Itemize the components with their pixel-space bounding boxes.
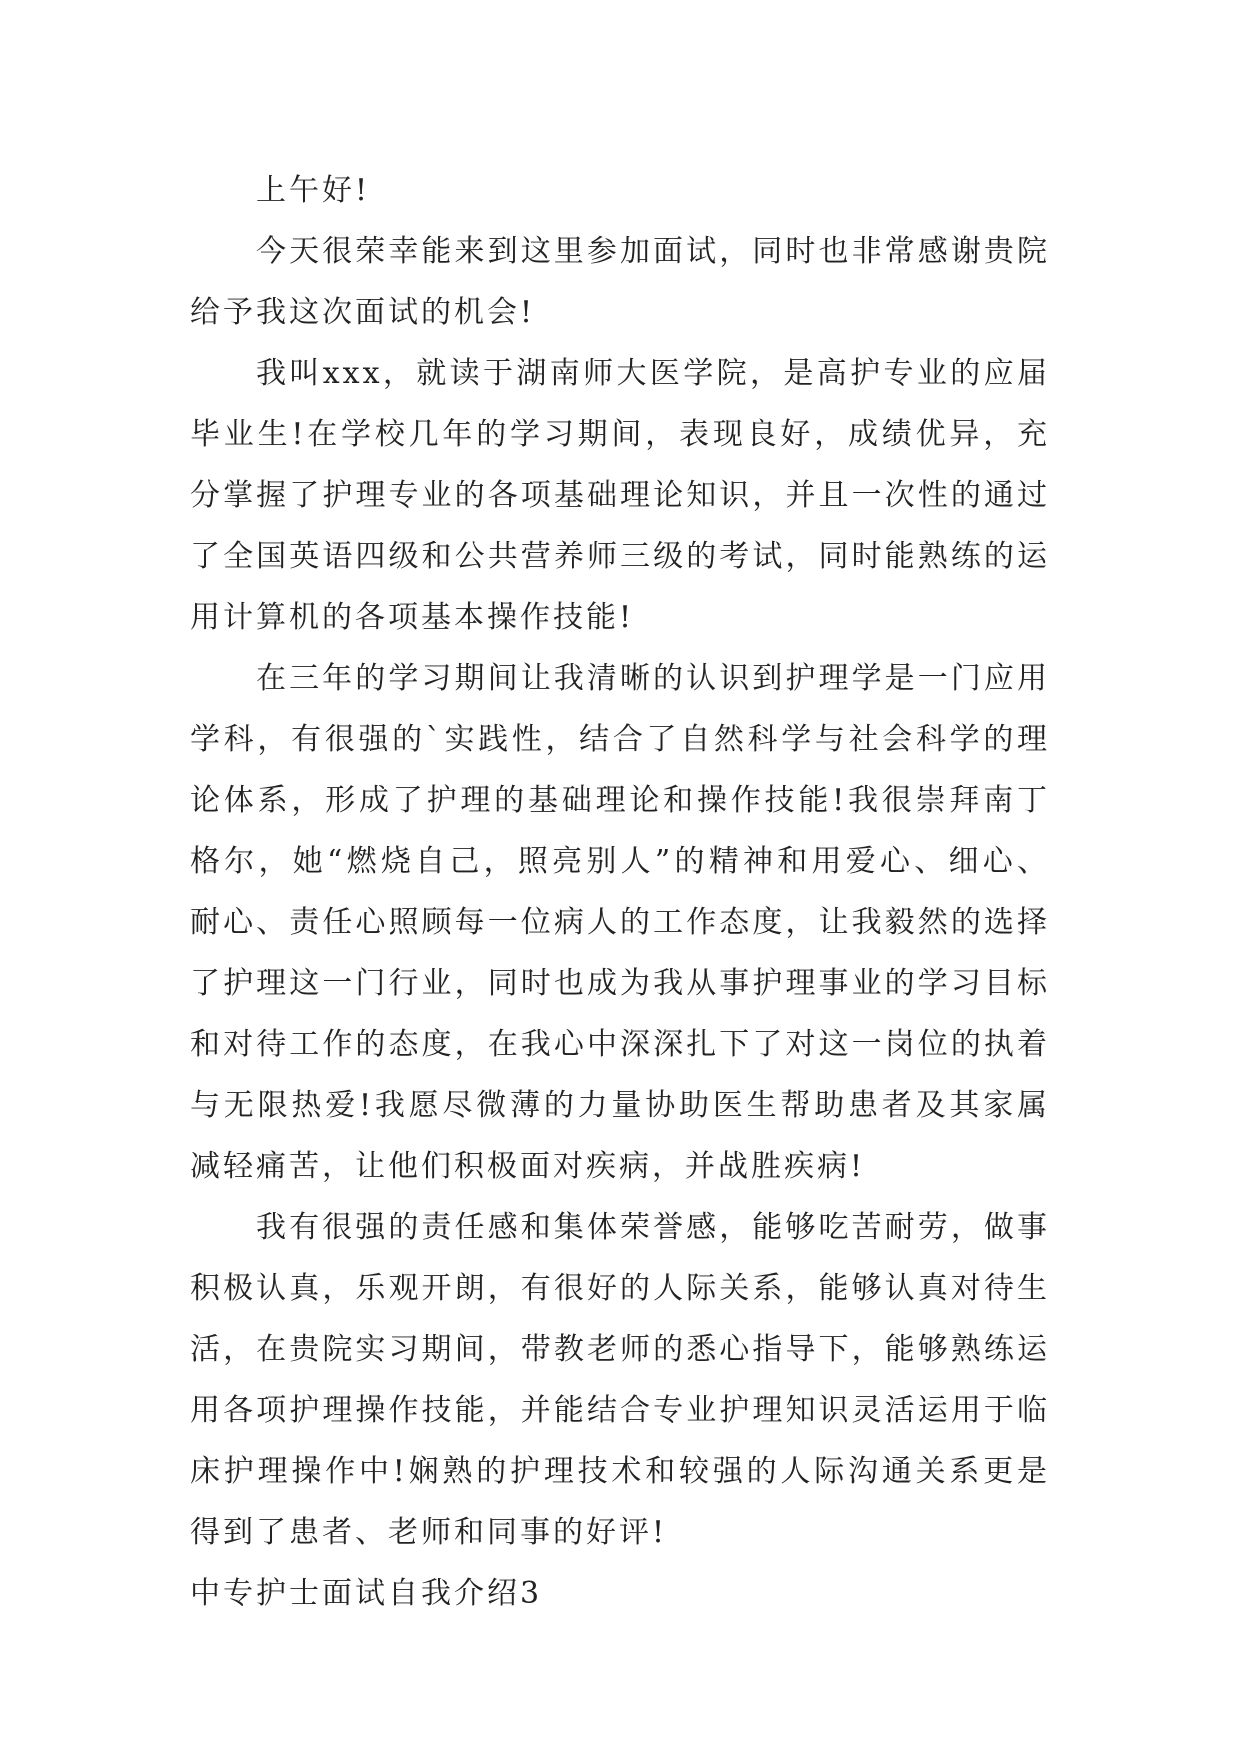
section-heading: 中专护士面试自我介绍3	[190, 1576, 543, 1611]
paragraph-personal-qualities: 我有很强的责任感和集体荣誉感，能够吃苦耐劳，做事积极认真，乐观开朗，有很好的人际关系，能够认真对待生活，在贵院实习期间，带教老师的悉心指导下，能够熟练运用各项护理操作技能，并能结合专业护理知识灵活运用于临床护理操作中!娴熟的护理技术和较强的人际沟通关系更是得到了患者、老师和同事的好评!	[190, 1210, 1050, 1550]
paragraph-education: 我叫xxx，就读于湖南师大医学院，是高护专业的应届毕业生!在学校几年的学习期间，表现良好，成绩优异，充分掌握了护理专业的各项基础理论知识，并且一次性的通过了全国英语四级和公共营养师三级的考试，同时能熟练的运用计算机的各项基本操作技能!	[190, 356, 1050, 635]
paragraph-greeting: 上午好!	[256, 173, 371, 208]
paragraph-thanks: 今天很荣幸能来到这里参加面试，同时也非常感谢贵院给予我这次面试的机会!	[190, 234, 1050, 330]
document-body	[190, 160, 1050, 1624]
paragraph-nursing-view: 在三年的学习期间让我清晰的认识到护理学是一门应用学科，有很强的`实践性，结合了自然科学与社会科学的理论体系，形成了护理的基础理论和操作技能!我很崇拜南丁格尔，她“燃烧自己，照亮别人”的精神和用爱心、细心、耐心、责任心照顾每一位病人的工作态度，让我毅然的选择了护理这一门行业，同时也成为我从事护理事业的学习目标和对待工作的态度，在我心中深深扎下了对这一岗位的执着与无限热爱!我愿尽微薄的力量协助医生帮助患者及其家属减轻痛苦，让他们积极面对疾病，并战胜疾病!	[190, 661, 1050, 1184]
